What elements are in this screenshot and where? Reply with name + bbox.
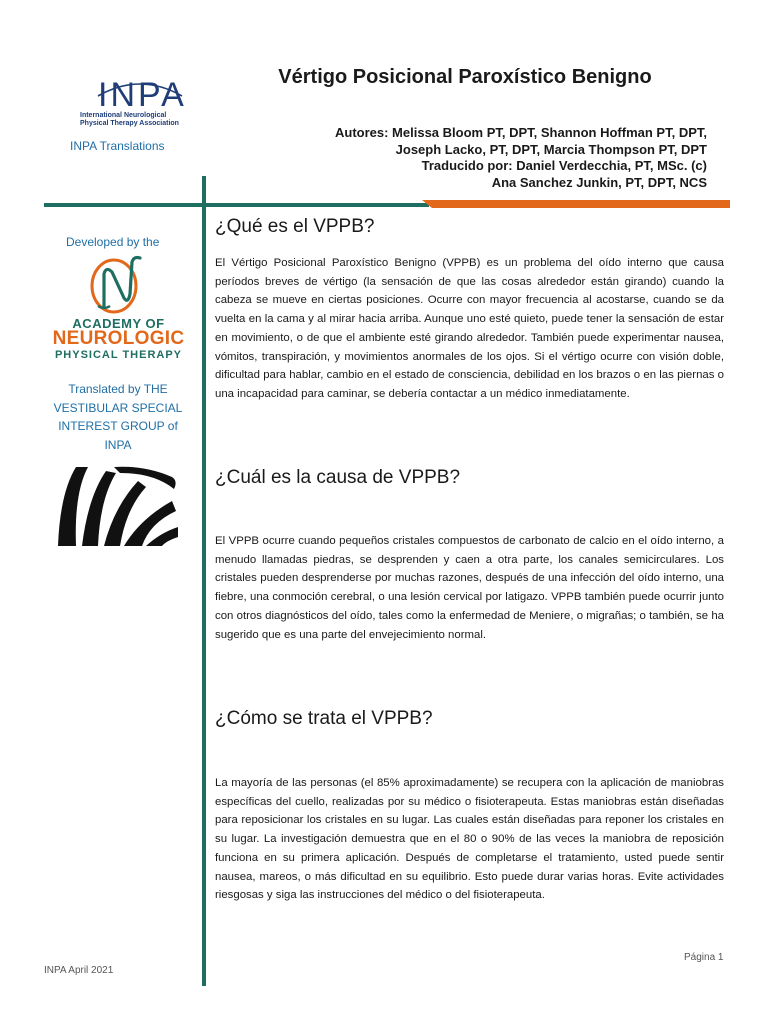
translated-by-line: INTEREST GROUP of (58, 419, 178, 433)
translators-line: Traducido por: Daniel Verdecchia, PT, MSc. (c) (421, 158, 707, 173)
authors-line: Joseph Lacko, PT, DPT, Marcia Thompson PT, DPT (395, 141, 707, 157)
page-number: Página 1 (684, 952, 724, 963)
anpt-academy-text: ACADEMY OF (72, 316, 165, 331)
inpa-logo (62, 76, 187, 136)
vestibular-sig-logo-icon (54, 463, 180, 548)
anpt-physical-therapy-text: PHYSICAL THERAPY (54, 349, 183, 361)
translated-by-line: INPA (104, 437, 132, 452)
section-heading: ¿Cómo se trata el VPPB? (215, 708, 433, 729)
developed-by-label: Developed by the (66, 235, 160, 249)
section-body: La mayoría de las personas (el 85% aproximadamente) se recupera con la aplicación de maniobras específicas del cuello, realizadas por su médico o fisioterapeuta. Estas maniobras están diseñadas para reposicionar los cristales en su lugar. Las cuales están diseñadas para reponer los cristales en su lugar. La investigación demuestra que en el 80 o 90% de las veces la maniobra de reposición funciona en su primera aplicación. Después de completarse el tratamiento, usted puede sentir nausea, mareos, o más dificultad en su equilibrio. Esto puede durar varias horas. Evite actividades riesgosas y siga las instrucciones del médico o del fisioterapeuta. (215, 777, 724, 902)
anpt-neurologic-text: NEUROLOGIC (52, 328, 185, 349)
vertical-divider (202, 176, 206, 986)
authors-line: Autores: Melissa Bloom PT, DPT, Shannon Hoffman PT, DPT, (335, 125, 707, 140)
translated-by-block (48, 380, 188, 454)
section-heading: ¿Cuál es la causa de VPPB? (215, 467, 461, 488)
document-title: Vértigo Posicional Paroxístico Benigno (278, 66, 652, 88)
horizontal-divider (44, 203, 429, 207)
section-body: El VPPB ocurre cuando pequeños cristales compuestos de carbonato de calcio en el oído interno, a menudo llamadas piedras, se desprenden y caen a otra parte, los canales semicirculares. Los cristales pueden desprenderse por muchas razones, después de una infección del oído interno, una fiebre, una conmoción cerebral, o una lesión cervical por latigazo. VPPB también puede ocurrir junto con otros diagnósticos del oído, tales como la enfermedad de Meniere, o migrañas; o también, se ha sugerido que es una parte del envejecimiento normal. (215, 535, 724, 641)
inpa-translations-label: INPA Translations (70, 139, 165, 153)
translated-by-line: VESTIBULAR SPECIAL (53, 400, 183, 415)
section-body: El Vértigo Posicional Paroxístico Benigno (VPPB) es un problema del oído interno que causa períodos breves de vértigo (la sensación de que las cosas alrededor están girando) cuando la cabeza se mueve en ciertas posiciones. Ocurre con mayor frecuencia al acostarse, cuando se da vuelta en la cama y al mirar hacia arriba. Aunque uno esté quieto, puede tener la sensación de estar en movimiento, o de que el ambiente esté girando alrededor. También puede experimentar nausea, vómitos, transpiración, y movimientos anormales de los ojos. Si el vértigo ocurre con visión doble, dificultad para hablar, cambio en el estado de consciencia, debilidad en los brazos o en las piernas o una incapacidad para caminar, se debería contactar a un médico inmediatamente. (215, 257, 724, 400)
inpa-logo-subtitle: International Neurological Physical Therapy Association (80, 112, 179, 127)
orange-accent-bar (422, 200, 730, 208)
section-heading: ¿Qué es el VPPB? (215, 216, 375, 237)
footer-date: INPA April 2021 (44, 965, 114, 976)
anpt-n-emblem-icon (88, 254, 150, 316)
authors-block (240, 125, 707, 191)
anpt-logo (46, 254, 191, 364)
translators-line: Ana Sanchez Junkin, PT, DPT, NCS (491, 174, 707, 190)
inpa-logo-mark: INPA (98, 76, 187, 114)
translated-by-line: Translated by THE (68, 382, 168, 396)
